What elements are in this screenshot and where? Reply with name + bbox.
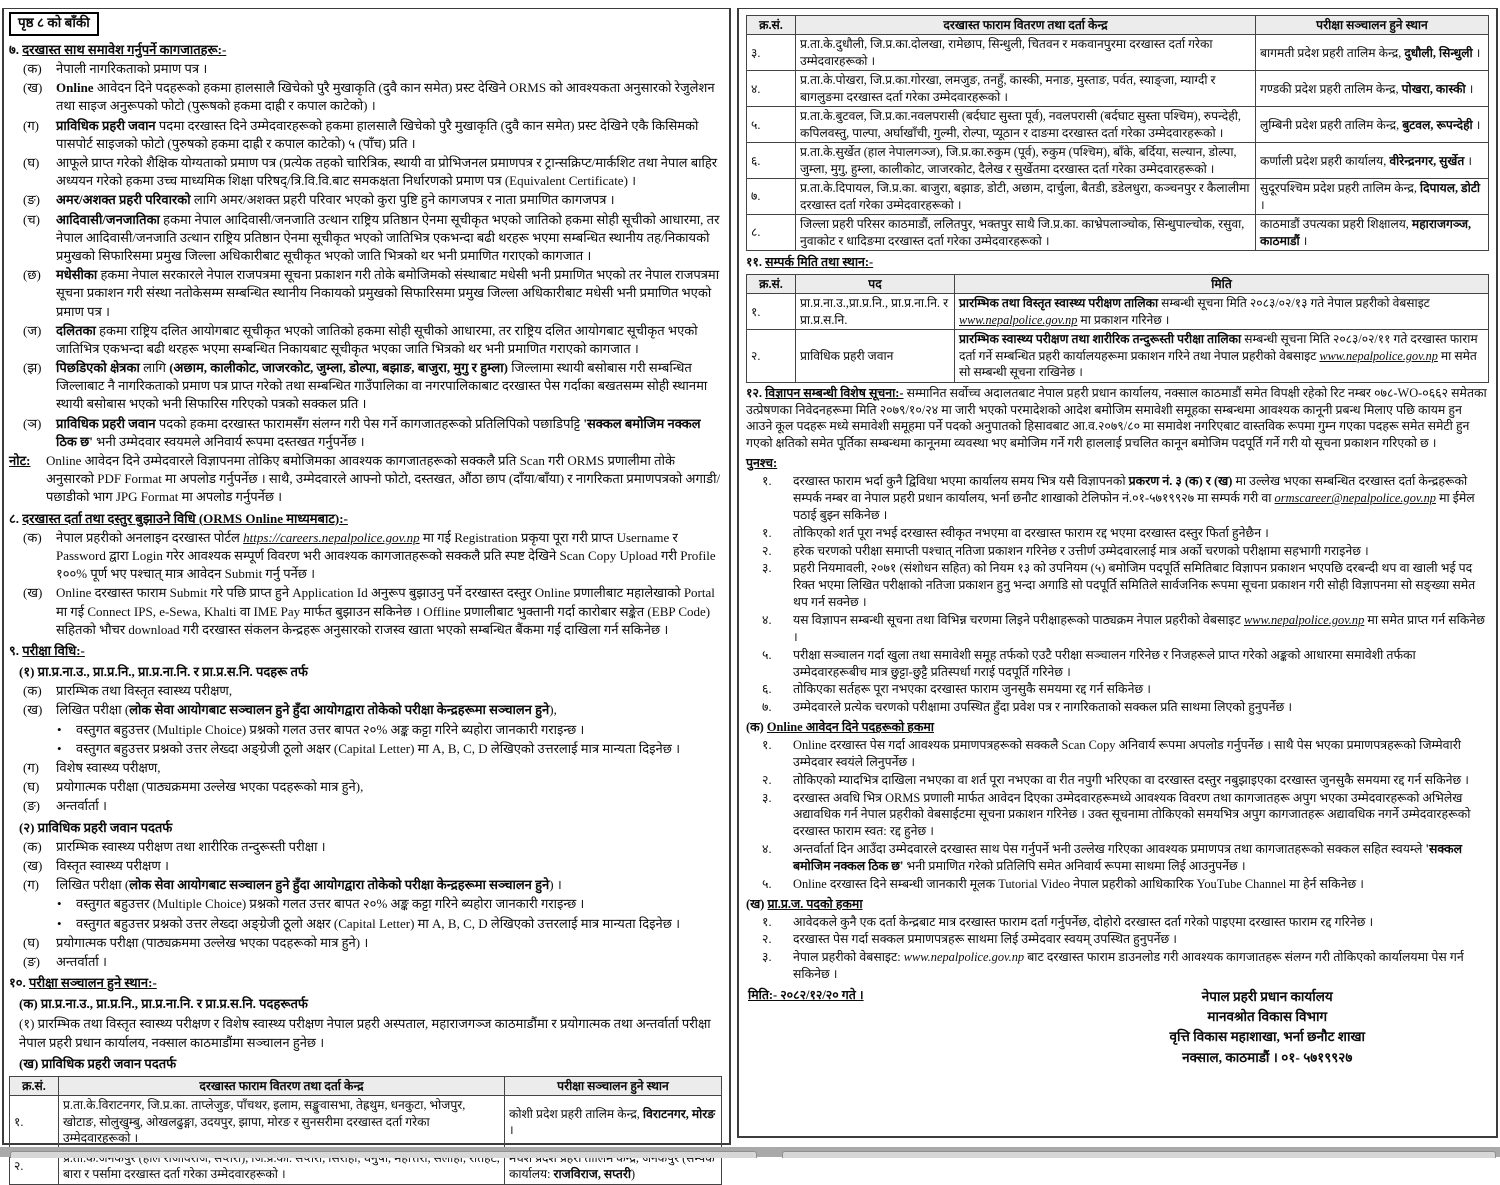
bullet-item — [9, 721, 722, 739]
cell-exam-venue: कर्णाली प्रदेश प्रहरी कार्यालय, वीरेन्द्रनगर, सुर्खेत । — [1256, 143, 1489, 179]
punascha-heading: पुनश्च: — [746, 456, 778, 471]
cell-serial: ७. — [747, 179, 796, 215]
item-text: आदिवासी/जनजातिका हकमा नेपाल आदिवासी/जनजाति उत्थान राष्ट्रिय प्रतिष्ठान ऐनमा सूचीकृत भएको जातिको हकमा सोही सूचीको आधारमा, तर नेपाल आदिवासी/जनजाति उत्थान राष्ट्रिय प्रतिष्ठान ऐनमा सूचीकृत भएको जातिभित्र एकभन्दा बढी थरहरू भएमा सम्बन्धित स्थानीय तह/निकायको प्रमुखको सिफारिसमा प्रमुख जिल्ला अधिकारीबाट सूचीकृत भएको जाति भित्रको थर भनी प्रमाणित गराएको कागजात । — [56, 211, 720, 263]
list-item — [9, 953, 722, 971]
cell-exam-venue: बागमती प्रदेश प्रहरी तालिम केन्द्र, दुधौली, सिन्धुली । — [1256, 35, 1489, 71]
cell-serial: ३. — [747, 35, 796, 71]
list-item — [9, 778, 722, 796]
list-item — [746, 914, 1489, 931]
table-row — [747, 107, 1489, 143]
item-text: दलितका हकमा राष्ट्रिय दलित आयोगबाट सूचीकृत भएको जातिको हकमा सोही सूचीको आधारमा, तर राष्ट्रिय दलित आयोगबाट सूचीकृत भएको जातिभित्र एकभन्दा बढी थरहरू भएमा सम्बन्धित निकायबाट सूचीकृत भएका जाति भित्रको थर भनी प्रमाणित गराएको कागजात । — [56, 322, 698, 356]
item-text: यस विज्ञापन सम्बन्धी सूचना तथा विभिन्न चरणमा लिइने परीक्षाहरूको पाठ्यक्रम नेपाल प्रहरीको वेबसाइट www.nepalpolice.gov.np मा समेत प्राप्त गर्न सकिनेछ । — [793, 612, 1485, 644]
signature-line: नक्साल, काठमाडौं । ०१- ५७१९९२७ — [1182, 1049, 1353, 1065]
item-text: परीक्षा सञ्चालन गर्दा खुला तथा समावेशी समूह तर्फको एउटै परीक्षा सञ्चालन गरिनेछ र निजहरूले प्राप्त गरेको अङ्कको आधारमा समावेशी तर्फका उम्मेदवारहरूबीच मात्र छुट्टा-छुट्टै प्रतिस्पर्धा गराई पदपूर्ति गरिनेछ । — [793, 647, 1416, 679]
table-row — [747, 330, 1489, 382]
cell-registration-centers: प्र.ता.के.बुटवल, जि.प्र.का.नवलपरासी (बर्दघाट सुस्ता पूर्व), नवलपरासी (बर्दघाट सुस्ता पश्चिम), रुपन्देही, कपिलवस्तु, पाल्पा, अर्घाखाँची, गुल्मी, रोल्पा, प्यूठान र दाङमा दरखास्त दर्ता गरेका उम्मेदवारहरूको । — [796, 107, 1256, 143]
note-paragraph — [9, 452, 722, 507]
bullet-item — [9, 740, 722, 758]
column-header-venue: परीक्षा सञ्चालन हुने स्थान — [1256, 16, 1489, 35]
table-header-row — [747, 274, 1489, 293]
cell-registration-centers: प्र.ता.के.विराटनगर, जि.प्र.का. ताप्लेजुङ, पाँचथर, इलाम, सङ्खुवासभा, तेह्रथुम, धनकुटा, भोजपुर, खोटाङ, सोलुखुम्बु, ओखलढुङ्गा, उदयपुर, झापा, मोरङ र सुनसरीमा दरखास्त दर्ता गरेका उम्मेदवारहरूको । — [59, 1096, 505, 1148]
list-item — [746, 473, 1489, 524]
column-header-sn: क्र.सं. — [747, 16, 796, 35]
item-number: २. — [762, 932, 772, 947]
note-label: नोट: — [9, 453, 31, 469]
table-row — [747, 215, 1489, 251]
cell-serial: १. — [10, 1096, 59, 1148]
item-label: (ख) — [23, 857, 43, 873]
table-row — [747, 35, 1489, 71]
link-url[interactable]: www.nepalpolice.gov.np — [1319, 348, 1438, 363]
item-text: दरखास्त फाराम भर्दा कुनै द्विविधा भएमा कार्यालय समय भित्र यसै विज्ञापनको प्रकरण नं. ३ (क) र (ख) मा उल्लेख भएका सम्बन्धित दरखास्त दर्ता केन्द्रहरूको सम्पर्क नम्बर वा नेपाल प्रहरी प्रधान कार्यालय, भर्ना छनौट शाखाको टेलिफोन नं.०१-५७१९९२७ मा सम्पर्क गरी वा ormscareer@nepalpolice.gov.np मा ईमेल पठाई बुझ्न सकिनेछ । — [793, 474, 1475, 522]
item-text: Online दरखास्त फाराम Submit गरे पछि प्राप्त हुने Application Id अनुरूप बुझाउनु पर्ने दरखास्त दस्तुर Online प्रणालीबाट महालेखाको Portal मा गई Connect IPS, e-Sewa, Khalti वा IME Pay मार्फत बुझाउन सकिनेछ । Offline प्रणालीबाट भुक्तानी गर्दा कारोबार सङ्केत (EBP Code) सहितको भौचर download गरी दरखास्त संकलन केन्द्रहरू अनुसारको राजस्व खाता भएको सम्बन्धित बैंकमा गई दाखिला गर्न सकिनेछ । — [56, 585, 715, 637]
item-label: (घ) — [23, 779, 40, 795]
section-10-para: (१) प्रारम्भिक तथा विस्तृत स्वास्थ्य परीक्षण र विशेष स्वास्थ्य परीक्षण नेपाल प्रहरी अस्पताल, महाराजगञ्ज काठमाडौंमा र प्रयोगात्मक तथा अन्तर्वार्ता परीक्षा नेपाल प्रहरी प्रधान कार्यालय, नक्साल काठमाडौंमा सञ्चालन हुनेछ । — [19, 1016, 711, 1050]
item-text: पिछडिएको क्षेत्रका लागि (अछाम, कालीकोट, जाजरकोट, जुम्ला, डोल्पा, बझाङ, बाजुरा, मुगु र हुम्ला) जिल्लामा स्थायी बसोबास गरी सम्बन्धित जिल्लाबाट नै नागरिकताको प्रमाण पत्र प्राप्त गरेको तथा सम्बन्धित गाउँपालिका वा नगरपालिकाबाट दरखास्त पेस गर्दाका बखतसम्म सोही स्थानमा स्थायी बसोबास भएको भनी सिफारिस गरिएको पत्रको सक्कल प्रति । — [56, 360, 708, 412]
list-item — [9, 60, 722, 78]
item-label: (क) — [23, 61, 42, 77]
cell-post: प्राविधिक प्रहरी जवान — [796, 330, 955, 382]
section-7-heading: ७. दरखास्त साथ समावेश गर्नुपर्ने कागजातहरू:- — [9, 41, 227, 57]
list-item — [746, 543, 1489, 560]
table-row — [747, 71, 1489, 107]
list-item — [746, 931, 1489, 948]
item-number: ३. — [762, 790, 772, 805]
praj-kha-heading: (ख) प्रा.प्र.ज. पदको हकमा — [746, 896, 863, 911]
table-row — [747, 143, 1489, 179]
section-9-sub2-heading: (२) प्राविधिक प्रहरी जवान पदतर्फ — [19, 819, 173, 835]
left-column — [2, 8, 731, 1182]
list-item — [746, 525, 1489, 542]
item-text: वस्तुगत बहुउत्तर प्रश्नको उत्तर लेख्दा अङ्ग्रेजी ठूलो अक्षर (Capital Letter) मा A, B, C, D लेखिएको उत्तरलाई मात्र मान्यता दिइनेछ । — [76, 915, 681, 931]
section-9-sub2-bullets — [9, 895, 722, 932]
cell-serial: ४. — [747, 71, 796, 107]
item-text: विस्तृत स्वास्थ्य परीक्षण । — [56, 857, 169, 873]
date-line: मिति:- २०८२/१२/२० गते । — [748, 987, 864, 1002]
cell-registration-centers: प्र.ता.के.दिपायल, जि.प्र.का. बाजुरा, बझाङ, डोटी, अछाम, दार्चुला, बैतडी, डडेलधुरा, कञ्चनपुर र कैलालीमा दरखास्त दर्ता गरेका उम्मेदवारहरूको । — [796, 179, 1256, 215]
signature-block — [1170, 987, 1365, 1068]
online-ka-heading: (क) Online आवेदन दिने पदहरूको हकमा — [746, 720, 935, 735]
table-row — [747, 294, 1489, 330]
list-item — [746, 876, 1489, 893]
item-label: (घ) — [23, 155, 40, 171]
list-item — [746, 560, 1489, 611]
cell-post: प्रा.प्र.ना.उ.,प्रा.प्र.नि., प्रा.प्र.ना.नि. र प्रा.प्र.स.नि. — [796, 294, 955, 330]
note-text: Online आवेदन दिने उम्मेदवारले विज्ञापनमा तोकिए बमोजिमका आवश्यक कागजातहरूको सक्कलै प्रति Scan गरी ORMS प्रणालीमा तोके अनुसारको PDF Format मा अपलोड गर्नुपर्नेछ । साथै, उम्मेदवारले आफ्नो फोटो, दस्तखत, औंठा छाप (दाँया/बाँया) र नागरिकता प्रमाणपत्रको अगाडी/पछाडीको भाग JPG Format मा अपलोड गर्नुपर्नेछ । — [46, 453, 721, 505]
item-text: नेपाल प्रहरीको वेबसाइट: www.nepalpolice.gov.np बाट दरखास्त फाराम डाउनलोड गरी आवश्यक कागजातहरू संलग्न गरी तोकिएको कार्यालयमा पेस गर्न सकिनेछ । — [793, 950, 1464, 982]
item-text: प्राविधिक प्रहरी जवान पदको हकमा दरखास्त फारामसँग संलग्न गरी पेस गर्ने कागजातहरूको प्रतिलिपिको पछाडिपट्टि 'सक्कल बमोजिम नक्कल ठिक छ' भनी उम्मेदवार स्वयमले अनिवार्य रूपमा दस्तखत गर्नुपर्नेछ । — [56, 415, 701, 449]
item-number: १. — [762, 737, 772, 752]
item-text: उम्मेदवारले प्रत्येक चरणको परीक्षामा उपस्थित हुँदा प्रवेश पत्र र नागरिकताको सक्कल प्रति साथमा लिएको हुनुपर्नेछ । — [793, 700, 1293, 715]
cell-exam-venue: सुदूरपश्चिम प्रदेश प्रहरी तालिम केन्द्र, दिपायल, डोटी । — [1256, 179, 1489, 215]
item-number: २. — [762, 543, 772, 558]
table-row — [10, 1096, 722, 1148]
table-header-row — [10, 1077, 722, 1096]
item-number: ३. — [762, 950, 772, 965]
item-text: नेपाली नागरिकताको प्रमाण पत्र । — [56, 61, 208, 77]
list-item — [9, 191, 722, 209]
cell-registration-centers: प्र.ता.के.सुर्खेत (हाल नेपालगञ्ज), जि.प्र.का.रुकुम (पूर्व), रुकुम (पश्चिम), बाँके, बर्दिया, सल्यान, डोल्पा, जुम्ला, मुगु, हुम्ला, कालीकोट, जाजरकोट, दैलेख र सुर्खेतमा दरखास्त दर्ता गरेका उम्मेदवारहरूको । — [796, 143, 1256, 179]
section-10-ka-heading: (क) प्रा.प्र.ना.उ., प्रा.प्र.नि., प्रा.प्र.ना.नि. र प्रा.प्र.स.नि. पदहरूतर्फ — [19, 996, 308, 1012]
item-text: लिखित परीक्षा (लोक सेवा आयोगबाट सञ्चालन हुने हुँदा आयोगद्वारा तोकेको परीक्षा केन्द्रहरूमा सञ्चालन हुने) । — [56, 877, 562, 893]
column-header-sn: क्र.सं. — [747, 274, 796, 293]
list-item — [9, 79, 722, 115]
section-9-sub1-bullets — [9, 721, 722, 758]
cell-registration-centers: जिल्ला प्रहरी परिसर काठमाडौं, ललितपुर, भक्तपुर साथै जि.प्र.का. काभ्रेपलाञ्चोक, सिन्धुपाल्चोक, रसुवा, नुवाकोट र धादिङमा दरखास्त दर्ता गरेका उम्मेदवारहरूको । — [796, 215, 1256, 251]
bullet-icon: • — [57, 740, 62, 756]
link-url[interactable]: www.nepalpolice.gov.np — [959, 312, 1078, 327]
cell-exam-venue: कार्यालय: राजविराज, सप्तरी) — [505, 1148, 722, 1184]
bullet-icon: • — [57, 721, 62, 737]
column-header-date: मिति — [955, 274, 1489, 293]
section-9-heading: ९. परीक्षा विधि:- — [9, 642, 85, 658]
item-label: (ङ) — [23, 798, 40, 814]
list-item — [746, 647, 1489, 681]
item-text: अन्तर्वार्ता दिन आउँदा उम्मेदवारले दरखास्त साथ पेस गर्नुपर्ने भनी उल्लेख गरिएका आवश्यक प्रमाणपत्र तथा कागजातहरूको सक्कल सहित स्वयम्ले 'सक्कल बमोजिम नक्कल ठिक छ' भनी प्रमाणित गरेको प्रतिलिपि समेत अनिवार्य रूपमा साथमा लिई आउनुपर्नेछ । — [793, 842, 1463, 873]
item-label: (ज) — [23, 322, 42, 338]
list-item — [9, 682, 722, 700]
item-label: (ङ) — [23, 192, 40, 208]
list-item — [9, 857, 722, 875]
cell-registration-centers: बारा र पर्सामा दरखास्त दर्ता गरेका उम्मेदवारहरूको । — [59, 1148, 505, 1184]
section-8-items — [9, 529, 722, 639]
section-7-items — [9, 60, 722, 451]
item-text: लिखित परीक्षा (लोक सेवा आयोगबाट सञ्चालन हुने हुँदा आयोगद्वारा तोकेको परीक्षा केन्द्रहरूमा सञ्चालन हुने), — [56, 702, 557, 718]
item-number: ७. — [762, 700, 772, 715]
item-text: तोकिएका सर्तहरू पूरा नभएका दरखास्त फाराम जुनसुकै समयमा रद्द गर्न सकिनेछ । — [793, 682, 1151, 697]
list-item — [9, 584, 722, 639]
table-row — [747, 179, 1489, 215]
next-page-top-right — [782, 1151, 1496, 1158]
item-label: (क) — [23, 683, 42, 699]
punascha-items — [746, 473, 1489, 716]
signature-line: मानवश्रोत विकास विभाग — [1207, 1009, 1328, 1025]
item-label: (ङ) — [23, 953, 40, 969]
bullet-icon: • — [57, 915, 62, 931]
item-label: (ख) — [23, 585, 43, 601]
cell-date-info: प्रारम्भिक तथा विस्तृत स्वास्थ्य परीक्षण तालिका सम्बन्धी सूचना मिति २०८३/०२/१३ गते नेपाल प्रहरीको वेबसाइट www.nepalpolice.gov.np मा प्रकाशन गरिनेछ । — [955, 294, 1489, 330]
cell-exam-venue: काठमाडौं उपत्यका प्रहरी शिक्षालय, महाराजगञ्ज, काठमाडौं । — [1256, 215, 1489, 251]
bullet-item — [9, 915, 722, 933]
item-text: आफूले प्राप्त गरेको शैक्षिक योग्यताको प्रमाण पत्र (प्रत्येक तहको चारित्रिक, स्थायी वा प्रोभिजनल प्रमाणपत्र र ट्रान्सक्रिप्ट/मार्कशिट तथा नेपाल बाहिर अध्ययन गरेको हकमा उच्च माध्यमिक शिक्षा परिषद्/त्रि.वि.वि.बाट समकक्षता निर्धारणको प्रमाण पत्र (Equivalent Certificate) । — [56, 155, 718, 189]
item-label: (ग) — [23, 877, 39, 893]
list-item — [9, 529, 722, 584]
item-number: ५. — [762, 647, 772, 662]
item-number: ६. — [762, 682, 772, 697]
section-9-sub1-heading: (१) प्रा.प्र.ना.उ., प्रा.प्र.नि., प्रा.प्र.ना.नि. र प्रा.प्र.स.नि. पदहरू तर्फ — [19, 664, 308, 680]
list-item — [9, 759, 722, 777]
list-item — [746, 737, 1489, 771]
item-number: २. — [762, 772, 772, 787]
list-item — [9, 797, 722, 815]
list-item — [746, 949, 1489, 983]
item-text: प्रहरी नियमावली, २०७१ (संशोधन सहित) को नियम १३ को उपनियम (५) बमोजिम पदपूर्ति समितिबाट विज्ञापन प्रकाशन भएपछि दरबन्दी थप वा खाली भई पद रिक्त भएमा लिखित परीक्षाको नतिजा प्रकाशन हुनु भन्दा अगाडि सो पदपूर्ति समितिले सार्वजनिक रूपमा सूचना प्रकाशन गरी सोही विज्ञापनमा सो सङ्ख्या समेत थप गर्न सक्नेछ । — [793, 561, 1476, 610]
list-item — [746, 612, 1489, 646]
signature-line: नेपाल प्रहरी प्रधान कार्यालय — [1201, 988, 1333, 1004]
item-text: Online दरखास्त दिने सम्बन्धी जानकारी मूलक Tutorial Video नेपाल प्रहरीको आधिकारिक YouTube Channel मा हेर्न सकिनेछ । — [793, 876, 1364, 891]
item-number: १. — [762, 474, 772, 489]
item-text: आवेदकले कुनै एक दर्ता केन्द्रबाट मात्र दरखास्त फाराम दर्ता गर्नुपर्नेछ, दोहोरो दरखास्त दर्ता गरेको पाइएमा दरखास्त फाराम रद्द गरिनेछ । — [793, 914, 1374, 929]
cell-serial: ५. — [747, 107, 796, 143]
list-item — [9, 266, 722, 321]
item-label: (ख) — [23, 80, 43, 96]
section-12-paragraph: १२. विज्ञापन सम्बन्धी विशेष सूचना:- सम्मानित सर्वोच्च अदालतबाट नेपाल प्रहरी प्रधान कार्यालय, नक्साल काठमाडौं समेत विपक्षी रहेको रिट नम्बर ०७८-WO-०६६२ समेतका उत्प्रेषणका निवेदनहरूमा मिति २०७९/१०/२४ मा जारी भएको परमादेशको आदेश बमोजिम समावेशी समूहका सम्बन्धमा आवश्यक कानूनी प्रबन्ध मिलाए पछि कायम हुन आउने कूल पदहरू मध्ये समावेशी समूहमा पर्ने पदको अनुपातको हिसावबाट आ.व.२०७९/८० मा समावेश नगरिएबाट वास्तविक रूपमा गुम्न गएका पदहरू समेत समेटी हुन गएको क्षतिको समेत पूर्तिका सम्बन्धमा कानूनमा व्यवस्था भए बमोजिम गर्ने गरी हाललाई प्रचलित कानून बमोजिम पदपूर्ति गर्ने गरी यो सूचना प्रकाशन गरिएको छ । — [746, 385, 1487, 451]
section-10-kha-heading: (ख) प्राविधिक प्रहरी जवान पदतर्फ — [19, 1055, 177, 1071]
item-text: तोकिएको शर्त पूरा नभई दरखास्त स्वीकृत नभएमा वा दरखास्त फाराम रद्द भएमा दरखास्त दस्तुर फिर्ता हुनेछैन । — [793, 525, 1269, 540]
column-header-center: दरखास्त फाराम वितरण तथा दर्ता केन्द्र — [59, 1077, 505, 1096]
section-10-heading: १०. परीक्षा सञ्चालन हुने स्थान:- — [9, 975, 157, 991]
cell-serial: २. — [747, 330, 796, 382]
table-header-row — [747, 16, 1489, 35]
right-column — [737, 8, 1498, 1138]
item-text: प्राविधिक प्रहरी जवान पदमा दरखास्त दिने उम्मेदवारहरूको हकमा हालसालै खिचेको पुरै मुखाकृति (दुवै कान समेत) प्रस्ट देखिने एकै किसिमको पासपोर्ट साइजको फोटो (पुरुषको हकमा दाह्री र कपाल काटेको) ५ (पाँच) प्रति । — [56, 117, 699, 151]
exam-centers-table-left — [9, 1076, 722, 1185]
page-continuation-badge: पृष्ठ ८ को बाँकी — [9, 12, 99, 36]
item-number: ४. — [762, 612, 772, 627]
list-item — [9, 838, 722, 856]
item-text: वस्तुगत बहुउत्तर प्रश्नको उत्तर लेख्दा अङ्ग्रेजी ठूलो अक्षर (Capital Letter) मा A, B, C, D लेखिएको उत्तरलाई मात्र मान्यता दिइनेछ । — [76, 740, 681, 756]
list-item — [746, 841, 1489, 875]
item-text: Online दरखास्त पेस गर्दा आवश्यक प्रमाणपत्रहरूको सक्कलै Scan Copy अनिवार्य रूपमा अपलोड गर्नुपर्नेछ । साथै पेस भएका प्रमाणपत्रहरूको जिम्मेवारी उम्मेदवार स्वयंले लिनुपर्नेछ । — [793, 737, 1462, 769]
bullet-item — [9, 895, 722, 913]
item-label: (क) — [23, 529, 42, 545]
item-label: (ख) — [23, 702, 43, 718]
cell-serial: १. — [747, 294, 796, 330]
next-page-top-left — [10, 1151, 757, 1158]
item-label: (छ) — [23, 267, 41, 283]
item-text: अमर/अशक्त प्रहरी परिवारको लागि अमर/अशक्त प्रहरी परिवार भएको कुरा पुष्टि हुने कागजपत्र र नाता प्रमाणित कागजपत्र । — [56, 192, 615, 208]
link-url[interactable]: https://careers.nepalpolice.gov.np — [243, 529, 420, 545]
item-text: विशेष स्वास्थ्य परीक्षण, — [56, 760, 161, 776]
list-item — [746, 699, 1489, 716]
praj-kha-items — [746, 914, 1489, 983]
list-item — [746, 772, 1489, 789]
item-text: प्रारम्भिक स्वास्थ्य परीक्षण तथा शारीरिक तन्दुरूस्ती परीक्षा । — [56, 838, 326, 854]
cell-exam-venue: गण्डकी प्रदेश प्रहरी तालिम केन्द्र, पोखरा, कास्की । — [1256, 71, 1489, 107]
item-text: अन्तर्वार्ता । — [56, 798, 107, 814]
item-label: (ग) — [23, 760, 39, 776]
item-label: (च) — [23, 211, 40, 227]
item-text: हरेक चरणको परीक्षा समाप्ती पश्चात् नतिजा प्रकाशन गरिनेछ र उत्तीर्ण उम्मेदवारलाई मात्र अर्को चरणको परीक्षामा सहभागी गराइनेछ । — [793, 543, 1369, 558]
item-number: १. — [762, 525, 772, 540]
cell-date-info: प्रारम्भिक स्वास्थ्य परीक्षण तथा शारीरिक तन्दुरूस्ती परीक्षा तालिका सम्बन्धी सूचना मिति २०८३/०२/११ गते दरखास्त फाराम दर्ता गर्ने सम्बन्धित प्रहरी कार्यालयहरूमा प्रकाशन गरिने तथा नेपाल प्रहरीको वेबसाइट www.nepalpolice.gov.np मा समेत सो सम्बन्धी सूचना राखिनेछ । — [955, 330, 1489, 382]
list-item — [9, 154, 722, 190]
item-text: तोकिएको म्यादभित्र दाखिला नभएका वा शर्त पूरा नभएका वा रीत नपुगी भरिएका वा दरखास्त दस्तुर नबुझाइएका दरखास्त जुनसुकै समयमा रद्द गर्न सकिनेछ । — [793, 772, 1469, 787]
section-9-sub2-items-a — [9, 838, 722, 895]
link-url[interactable]: ormscareer@nepalpolice.gov.np — [1274, 490, 1436, 505]
item-text: वस्तुगत बहुउत्तर (Multiple Choice) प्रश्नको गलत उत्तर बापत २०% अङ्क कट्टा गरिने ब्यहोरा जानकारी गराइन्छ । — [76, 721, 585, 737]
section-8-heading: ८. दरखास्त दर्ता तथा दस्तुर बुझाउने विधि (ORMS Online माध्यमबाट):- — [9, 510, 348, 526]
column-header-center: दरखास्त फाराम वितरण तथा दर्ता केन्द्र — [796, 16, 1256, 35]
item-number: ४. — [762, 842, 772, 857]
item-text: नेपाल प्रहरीको अनलाइन दरखास्त पोर्टल https://careers.nepalpolice.gov.np मा गई Registration प्रकृया पूरा गरी प्राप्त Username र Password द्वारा Login गरेर आवश्यक सम्पूर्ण विवरण भरी आवश्यक कागजातहरूको सक्कलै प्रति स्पष्ट देखिने Scan Copy Upload गरी Profile १००% पूर्ण भए पश्चात् मात्र आवेदन Submit गर्नु पर्नेछ । — [56, 529, 716, 582]
cell-serial: ८. — [747, 215, 796, 251]
item-label: (झ) — [23, 360, 42, 376]
section-9-sub2-items-b — [9, 934, 722, 971]
list-item — [9, 415, 722, 451]
cell-registration-centers: प्र.ता.के.दुधौली, जि.प्र.का.दोलखा, रामेछाप, सिन्धुली, चितवन र मकवानपुरमा दरखास्त दर्ता गरेका उम्मेदवारहरूको । — [796, 35, 1256, 71]
list-item — [9, 701, 722, 719]
cell-registration-centers: प्र.ता.के.पोखरा, जि.प्र.का.गोरखा, लमजुङ, तनहुँ, कास्की, मनाङ, मुस्ताङ, पर्वत, स्याङ्जा, म्याग्दी र बागलुङमा दरखास्त दर्ता गरेका उम्मेदवारहरूको । — [796, 71, 1256, 107]
column-header-venue: परीक्षा सञ्चालन हुने स्थान — [505, 1077, 722, 1096]
list-item — [9, 322, 722, 358]
item-label: (ञ) — [23, 415, 42, 431]
list-item — [9, 117, 722, 153]
online-ka-items — [746, 737, 1489, 893]
contact-date-table — [746, 274, 1489, 383]
item-number: ३. — [762, 561, 772, 576]
bullet-icon: • — [57, 896, 62, 912]
item-text: प्रयोगात्मक परीक्षा (पाठ्यक्रममा उल्लेख भएका पदहरूको मात्र हुने), — [56, 779, 364, 795]
item-number: १. — [762, 914, 772, 929]
section-11-heading: ११. सम्पर्क मिति तथा स्थान:- — [746, 255, 874, 270]
item-text: मधेसीका हकमा नेपाल सरकारले नेपाल राजपत्रमा सूचना प्रकाशन गरी तोके बमोजिमको संस्थाबाट मधेसी भनी प्रमाणित भएको तर नेपाल राजपत्रमा सूचना प्रकाशन गरी संस्था नतोकेसम्म सम्बन्धित स्थानीय निकायको प्रमुखको सिफारिसमा प्रमुख जिल्ला अधिकारीबाट मधेसी भनी प्रमाणित भएको प्रमाण पत्र । — [56, 267, 720, 319]
list-item — [9, 876, 722, 894]
item-text: प्रयोगात्मक परीक्षा (पाठ्यक्रममा उल्लेख भएका पदहरूको मात्र हुने) । — [56, 934, 369, 950]
list-item — [9, 211, 722, 266]
list-item — [746, 681, 1489, 698]
item-label: (क) — [23, 838, 42, 854]
item-text: Online आवेदन दिने पदहरूको हकमा हालसालै खिचेको पुरै मुखाकृति (दुवै कान समेत) प्रस्ट देखिने ORMS को आवश्यकता अनुसारको रेजुलेशन तथा साइज अनुरूपको फोटो (पुरूषको हकमा दाह्री र कपाल काटेको) । — [56, 80, 715, 114]
cell-serial: ६. — [747, 143, 796, 179]
section-9-sub1-items-a — [9, 682, 722, 719]
item-text: प्रारम्भिक तथा विस्तृत स्वास्थ्य परीक्षण, — [56, 683, 233, 699]
section-9-sub1-items-b — [9, 759, 722, 816]
item-text: अन्तर्वार्ता । — [56, 953, 107, 969]
footer-row — [746, 987, 1489, 1068]
exam-centers-table-right — [746, 15, 1489, 251]
list-item — [746, 790, 1489, 841]
item-text: दरखास्त पेस गर्दा सक्कल प्रमाणपत्रहरू साथमा लिई उम्मेदवार स्वयम् उपस्थित हुनुपर्नेछ । — [793, 932, 1177, 947]
cell-serial: २. — [10, 1148, 59, 1184]
cell-exam-venue: लुम्बिनी प्रदेश प्रहरी तालिम केन्द्र, बुटवल, रूपन्देही । — [1256, 107, 1489, 143]
item-text: दरखास्त अवधि भित्र ORMS प्रणाली मार्फत आवेदन दिएका उम्मेदवारहरूमध्ये आवश्यक विवरण तथा कागजातहरू अपुग भएका उम्मेदवारहरूको अभिलेख अद्यावधिक गर्न नेपाल प्रहरीको वेबसाईटमा सूचना प्रकाशन गरिनेछ । उक्त सूचनामा तोकिएको समयभित्र अपुग कागजातहरू अद्यावधिक नगर्ने उम्मेदवारहरूको दरखास्त फाराम स्वत: रद्द हुनेछ । — [793, 790, 1471, 839]
signature-line: वृत्ति विकास महाशाखा, भर्ना छनौट शाखा — [1169, 1029, 1365, 1045]
link-url[interactable]: www.nepalpolice.gov.np — [1243, 612, 1365, 627]
list-item — [9, 934, 722, 952]
item-number: ५. — [762, 876, 772, 891]
item-label: (घ) — [23, 934, 40, 950]
cell-exam-venue: कोशी प्रदेश प्रहरी तालिम केन्द्र, विराटनगर, मोरङ । — [505, 1096, 722, 1148]
list-item — [9, 359, 722, 414]
column-header-sn: क्र.सं. — [10, 1077, 59, 1096]
item-text: वस्तुगत बहुउत्तर (Multiple Choice) प्रश्नको गलत उत्तर बापत २०% अङ्क कट्टा गरिने ब्यहोरा जानकारी गराइन्छ । — [76, 896, 585, 912]
column-header-post: पद — [796, 274, 955, 293]
item-label: (ग) — [23, 117, 39, 133]
pdf-page-gap — [0, 1147, 1500, 1157]
